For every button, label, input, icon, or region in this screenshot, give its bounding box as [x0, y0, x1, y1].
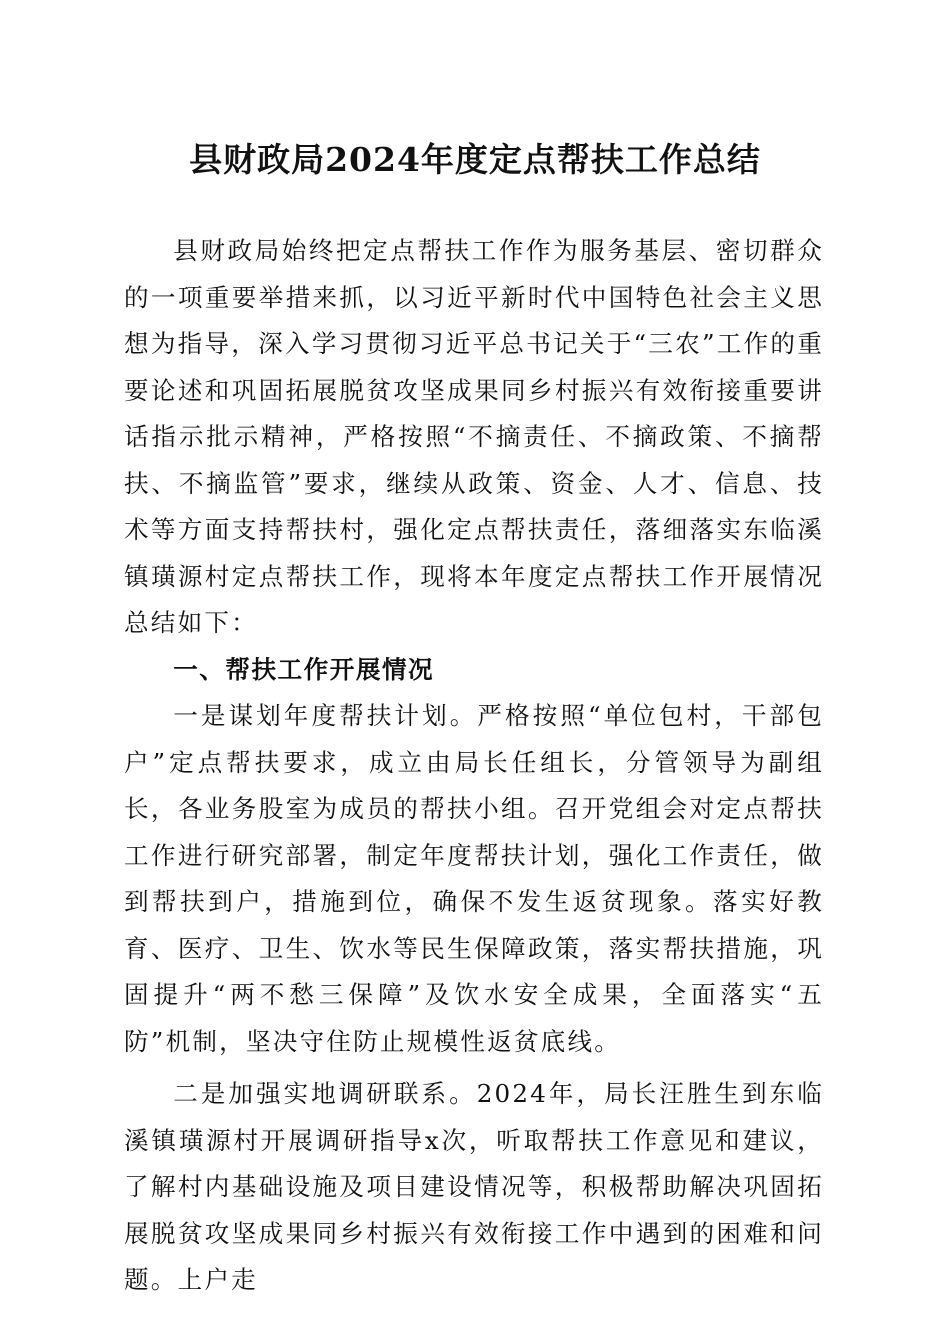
intro-paragraph: 县财政局始终把定点帮扶工作作为服务基层、密切群众的一项重要举措来抓，以习近平新时代中国特色社会主义思想为指导，深入学习贯彻习近平总书记关于“三农”工作的重要论述和巩固拓展脱贫攻坚成果同乡村振兴有效衔接重要讲话指示批示精神，严格按照“不摘责任、不摘政策、不摘帮扶、不摘监管”要求，继续从政策、资金、人才、信息、技术等方面支持帮扶村，强化定点帮扶责任，落细落实东临溪镇璜源村定点帮扶工作，现将本年度定点帮扶工作开展情况总结如下：	[124, 236, 824, 637]
item-paragraph-1	[124, 693, 824, 1065]
document-title: 县财政局2024年度定点帮扶工作总结	[189, 140, 761, 179]
item-1-lead: 一是谋划年度帮扶计划。	[173, 701, 478, 730]
item-2-text: 2024年，局长汪胜生到东临溪镇璜源村开展调研指导x次，听取帮扶工作意见和建议，了解村内基础设施及项目建设情况等，积极帮助解决巩固拓展脱贫攻坚成果同乡村振兴有效衔接工作中遇到的困难和问题。上户走	[124, 1079, 825, 1294]
section-heading-1: 一、帮扶工作开展情况	[173, 654, 435, 684]
document-body	[124, 228, 824, 1304]
item-2-lead: 二是加强实地调研联系。	[173, 1079, 477, 1108]
item-paragraph-2	[124, 1071, 824, 1304]
item-1-text: 严格按照“单位包村，干部包户”定点帮扶要求，成立由局长任组长，分管领导为副组长，各业务股室为成员的帮扶小组。召开党组会对定点帮扶工作进行研究部署，制定年度帮扶计划，强化工作责任，做到帮扶到户，措施到位，确保不发生返贫现象。落实好教育、医疗、卫生、饮水等民生保障政策，落实帮扶措施，巩固提升“两不愁三保障”及饮水安全成果，全面落实“五防”机制，坚决守住防止规模性返贫底线。	[124, 701, 824, 1056]
